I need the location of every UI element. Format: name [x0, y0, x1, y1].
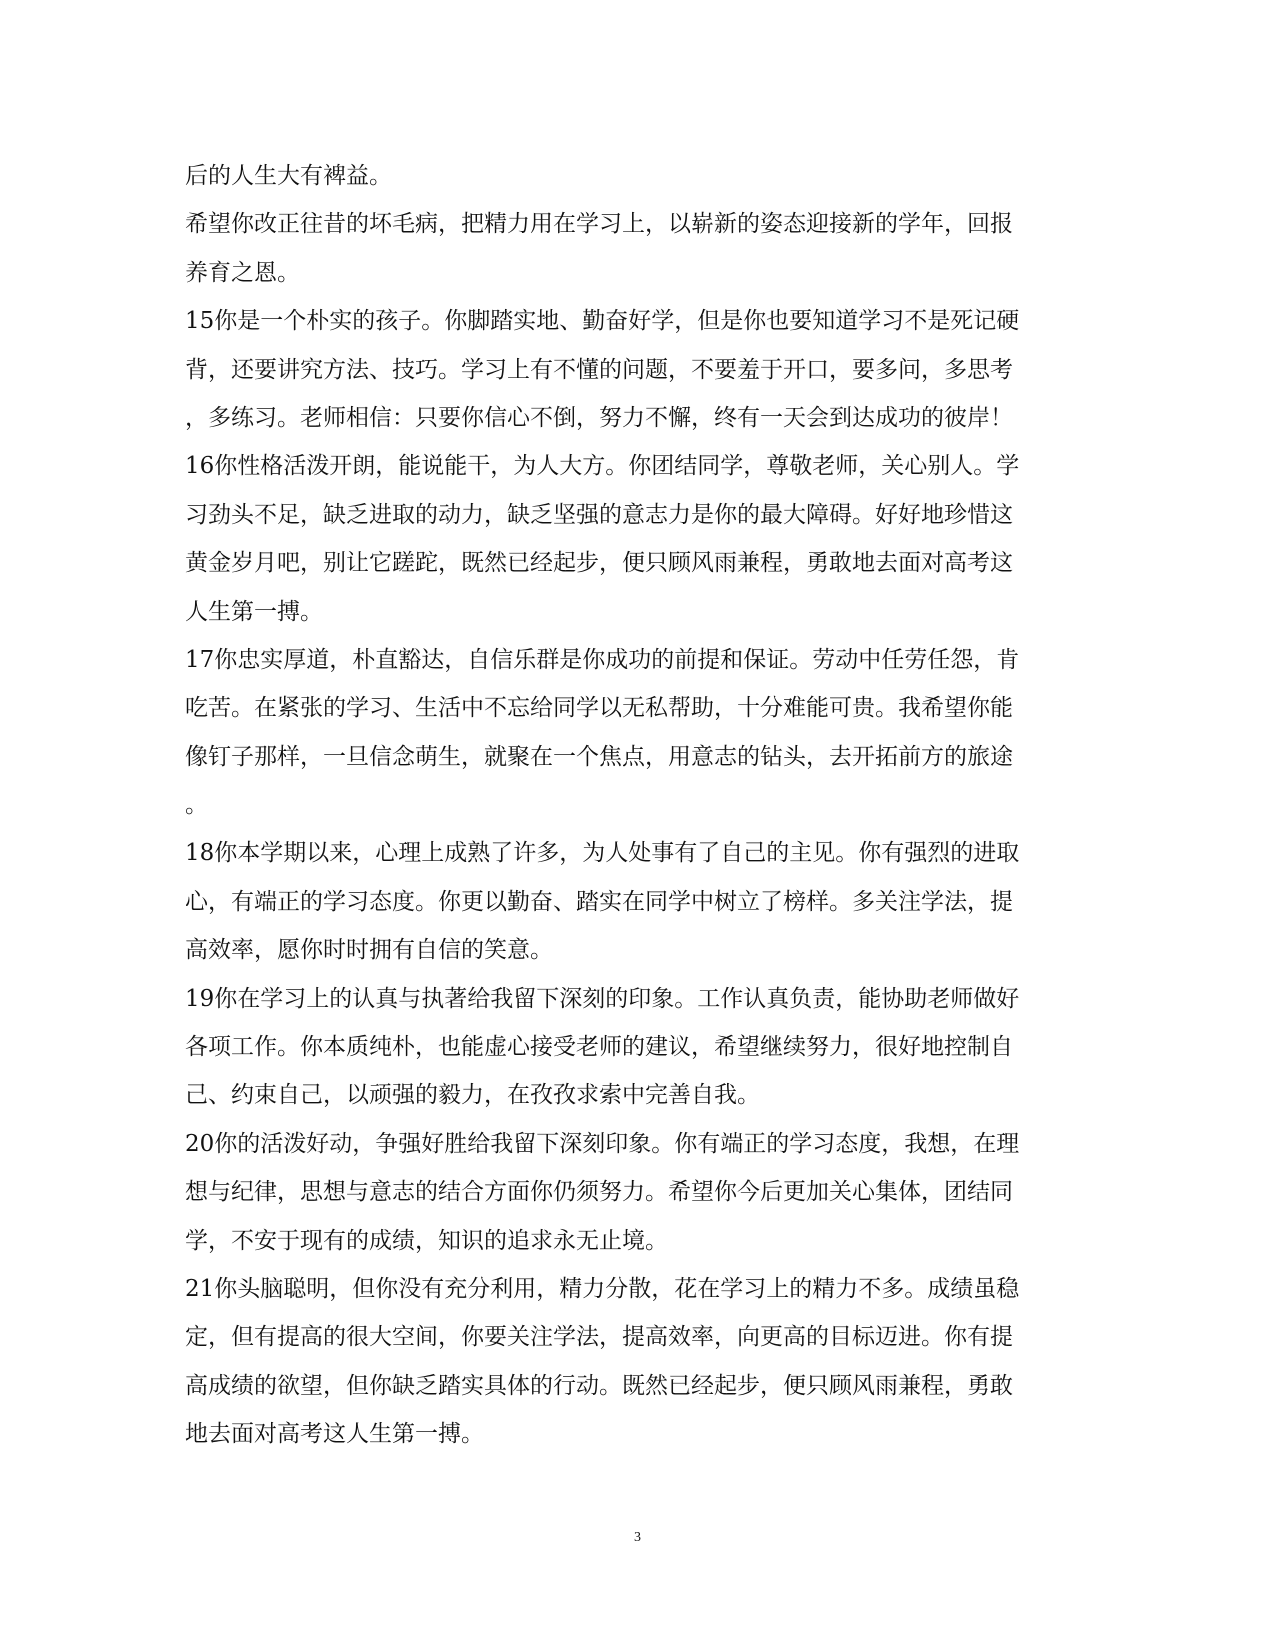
- text-line: 15你是一个朴实的孩子。你脚踏实地、勤奋好学，但是你也要知道学习不是死记硬: [185, 308, 1020, 335]
- text-line: 17你忠实厚道，朴直豁达，自信乐群是你成功的前提和保证。劳动中任劳任怨，肯: [185, 646, 1020, 673]
- page-number: 3: [634, 1530, 641, 1545]
- text-line: 20你的活泼好动，争强好胜给我留下深刻印象。你有端正的学习态度，我想，在理: [185, 1130, 1020, 1157]
- text-line: 己、约束自己，以顽强的毅力，在孜孜求索中完善自我。: [185, 1082, 760, 1109]
- text-line: 高成绩的欲望，但你缺乏踏实具体的行动。既然已经起步，便只顾风雨兼程，勇敢: [185, 1372, 1013, 1399]
- text-line: 习劲头不足，缺乏进取的动力，缺乏坚强的意志力是你的最大障碍。好好地珍惜这: [185, 501, 1013, 528]
- text-line: 高效率，愿你时时拥有自信的笑意。: [185, 937, 553, 964]
- text-line: ，多练习。老师相信：只要你信心不倒，努力不懈，终有一天会到达成功的彼岸！: [185, 404, 1013, 431]
- text-line: 地去面对高考这人生第一搏。: [185, 1421, 484, 1448]
- text-line: 各项工作。你本质纯朴，也能虚心接受老师的建议，希望继续努力，很好地控制自: [185, 1034, 1013, 1061]
- text-line: 想与纪律，思想与意志的结合方面你仍须努力。希望你今后更加关心集体，团结同: [185, 1179, 1013, 1206]
- text-line: 定，但有提高的很大空间，你要关注学法，提高效率，向更高的目标迈进。你有提: [185, 1324, 1013, 1351]
- text-line: 18你本学期以来，心理上成熟了许多，为人处事有了自己的主见。你有强烈的进取: [185, 840, 1020, 867]
- text-line: 像钉子那样，一旦信念萌生，就聚在一个焦点，用意志的钻头，去开拓前方的旅途: [185, 743, 1013, 770]
- text-line: 。: [185, 792, 208, 819]
- text-line: 21你头脑聪明，但你没有充分利用，精力分散，花在学习上的精力不多。成绩虽稳: [185, 1275, 1020, 1302]
- text-line: 16你性格活泼开朗，能说能干，为人大方。你团结同学，尊敬老师，关心别人。学: [185, 453, 1020, 480]
- text-line: 心，有端正的学习态度。你更以勤奋、踏实在同学中树立了榜样。多关注学法，提: [185, 888, 1013, 915]
- text-line: 背，还要讲究方法、技巧。学习上有不懂的问题，不要羞于开口，要多问，多思考: [185, 356, 1013, 383]
- text-line: 19你在学习上的认真与执著给我留下深刻的印象。工作认真负责，能协助老师做好: [185, 985, 1020, 1012]
- text-line: 人生第一搏。: [185, 598, 323, 625]
- text-line: 黄金岁月吧，别让它蹉跎，既然已经起步，便只顾风雨兼程，勇敢地去面对高考这: [185, 550, 1013, 577]
- text-line: 后的人生大有裨益。: [185, 163, 392, 189]
- text-line: 希望你改正往昔的坏毛病，把精力用在学习上，以崭新的姿态迎接新的学年，回报: [185, 211, 1013, 238]
- body-text: [185, 152, 1085, 1459]
- text-line: 学，不安于现有的成绩，知识的追求永无止境。: [185, 1227, 668, 1254]
- text-line: 吃苦。在紧张的学习、生活中不忘给同学以无私帮助，十分难能可贵。我希望你能: [185, 695, 1013, 722]
- text-line: 养育之恩。: [185, 259, 300, 286]
